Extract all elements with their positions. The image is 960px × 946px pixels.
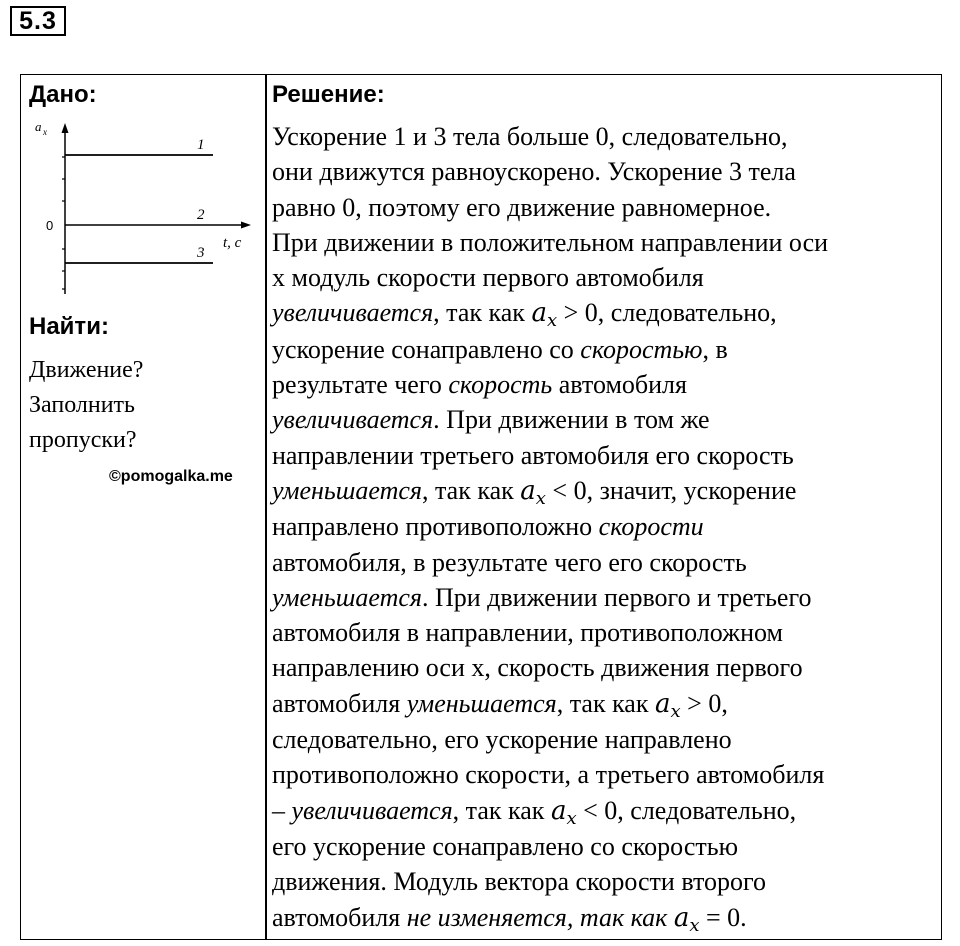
solution-line xyxy=(272,650,940,685)
italic-text: скоростью xyxy=(580,334,703,364)
italic-text: увеличивается xyxy=(272,298,434,328)
solution-line xyxy=(272,190,940,225)
text-segment: направлении третьего автомобиля его скорость xyxy=(272,440,794,470)
solution-line xyxy=(272,367,940,402)
italic-text: скорости xyxy=(598,512,704,542)
italic-text: уменьшается xyxy=(406,688,557,718)
find-heading: Найти: xyxy=(29,313,109,340)
math-a-x xyxy=(654,688,681,722)
text-segment: При движении в положительном направлении оси xyxy=(272,227,829,257)
watermark: ©pomogalka.me xyxy=(109,468,233,485)
solution-heading: Решение: xyxy=(272,81,385,108)
text-segment: направлению оси x, скорость движения первого xyxy=(272,653,803,683)
text-segment: , так как xyxy=(452,795,551,825)
graph-line-label-3: 3 xyxy=(197,245,205,261)
text-segment: равно 0, поэтому его движение равномерное. xyxy=(272,192,772,222)
text-segment: они движутся равноускорено. Ускорение 3 тела xyxy=(272,157,796,187)
math-subscript: x xyxy=(670,700,681,722)
solution-line xyxy=(272,295,940,331)
solution-line xyxy=(272,900,940,936)
solution-line xyxy=(272,438,940,473)
graph-line-label-1: 1 xyxy=(197,137,205,153)
graph-line-label-2: 2 xyxy=(197,207,205,223)
math-var: a xyxy=(550,795,567,826)
find-line: пропуски? xyxy=(29,427,137,453)
text-segment: автомобиля xyxy=(272,902,407,932)
solution-line xyxy=(272,793,940,829)
text-segment: результате чего xyxy=(272,370,449,400)
solution-table xyxy=(20,74,942,940)
text-segment: , так как xyxy=(433,298,532,328)
math-var: a xyxy=(673,902,690,933)
find-line: Заполнить xyxy=(29,392,135,418)
text-segment: автомобиля xyxy=(552,370,687,400)
math-var: a xyxy=(520,475,536,506)
italic-text: не изменяется, так как xyxy=(406,902,674,932)
text-segment: = 0. xyxy=(699,902,747,932)
graph-origin-label: 0 xyxy=(46,218,54,233)
text-segment: противоположно скорости, а третьего автомобиля xyxy=(272,760,825,790)
text-segment: автомобиля, в результате чего его скорость xyxy=(272,547,747,577)
text-segment: < 0, значит, ускорение xyxy=(545,475,797,505)
text-segment: следовательно, его ускорение направлено xyxy=(272,725,732,755)
problem-number: 5.3 xyxy=(10,6,66,36)
given-column xyxy=(21,75,265,939)
solution-line xyxy=(272,686,940,722)
math-var: a xyxy=(654,688,671,719)
solution-line xyxy=(272,615,940,650)
solution-line xyxy=(272,154,940,189)
text-segment: автомобиля xyxy=(272,688,407,718)
solution-line xyxy=(272,580,940,615)
solution-line xyxy=(272,402,940,437)
italic-text: скорость xyxy=(448,370,553,400)
solution-text xyxy=(272,119,940,936)
solution-line xyxy=(272,545,940,580)
math-a-x xyxy=(550,795,577,829)
text-segment: , в xyxy=(702,334,728,364)
text-segment: – xyxy=(272,795,292,825)
acceleration-graph xyxy=(25,119,257,299)
text-segment: его ускорение сонаправлено со скоростью xyxy=(272,831,739,861)
italic-text: увеличивается xyxy=(291,795,453,825)
solution-line xyxy=(272,864,940,899)
text-segment: > 0, следовательно, xyxy=(557,298,777,328)
graph-y-label: a xyxy=(35,119,42,134)
math-a-x xyxy=(673,902,700,936)
solution-line xyxy=(272,260,940,295)
italic-text: увеличивается xyxy=(272,405,434,435)
find-text xyxy=(29,353,143,458)
text-segment: автомобиля в направлении, противоположном xyxy=(272,618,783,648)
solution-line xyxy=(272,225,940,260)
math-a-x xyxy=(531,298,558,332)
math-subscript: x xyxy=(546,310,558,332)
column-divider xyxy=(265,75,267,939)
italic-text: уменьшается xyxy=(272,582,422,612)
solution-line xyxy=(272,829,940,864)
text-segment: ускорение сонаправлено со xyxy=(272,334,581,364)
graph-x-label: t, с xyxy=(223,235,242,251)
text-segment: , так как xyxy=(556,688,655,718)
math-var: a xyxy=(531,298,547,329)
solution-line xyxy=(272,119,940,154)
text-segment: движения. Модуль вектора скорости второго xyxy=(272,867,766,897)
text-segment: x модуль скорости первого автомобиля xyxy=(272,263,704,293)
math-subscript: x xyxy=(689,914,700,936)
solution-line xyxy=(272,757,940,792)
graph-y-sub: x xyxy=(43,127,47,137)
text-segment: направлено противоположно xyxy=(272,512,599,542)
find-line: Движение? xyxy=(29,357,144,383)
given-heading: Дано: xyxy=(29,81,97,108)
text-segment: , так как xyxy=(421,475,521,505)
solution-line xyxy=(272,509,940,544)
text-segment: . При движении первого и третьего xyxy=(421,582,812,612)
solution-line xyxy=(272,722,940,757)
math-a-x xyxy=(520,475,546,509)
solution-line xyxy=(272,473,940,509)
math-subscript: x xyxy=(535,487,546,509)
text-segment: > 0, xyxy=(680,688,728,718)
text-segment: Ускорение 1 и 3 тела больше 0, следовательно, xyxy=(272,122,788,151)
math-subscript: x xyxy=(566,807,577,829)
text-segment: . При движении в том же xyxy=(433,405,710,435)
text-segment: < 0, следовательно, xyxy=(576,795,797,825)
italic-text: уменьшается xyxy=(272,475,422,505)
solution-column xyxy=(272,75,940,939)
solution-line xyxy=(272,332,940,367)
